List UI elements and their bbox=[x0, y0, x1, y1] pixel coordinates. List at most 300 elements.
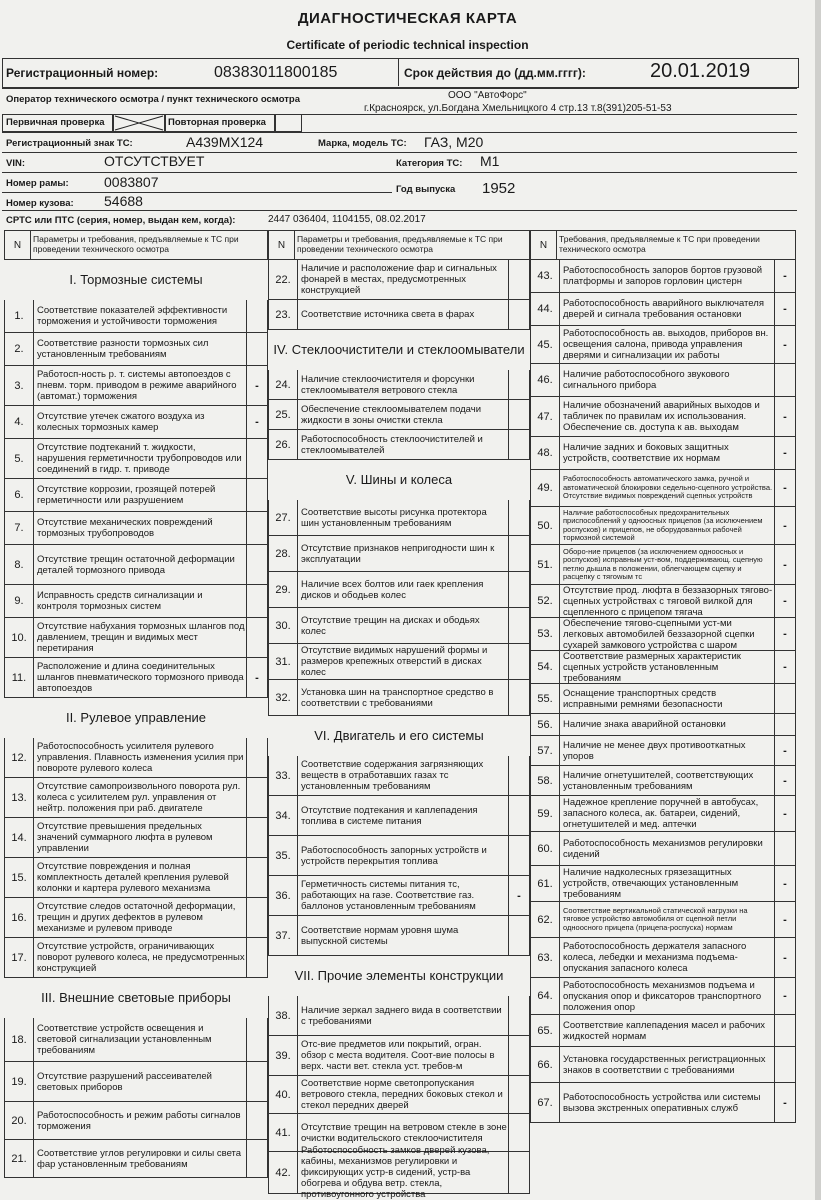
item-requirement: Наличие зеркал заднего вида в соответствии с требованиями bbox=[301, 1004, 502, 1027]
item-number: 5. bbox=[5, 439, 34, 478]
valid-until-value: 20.01.2019 bbox=[650, 60, 751, 82]
checklist-row bbox=[530, 1083, 796, 1123]
section-heading: V. Шины и колеса bbox=[345, 472, 453, 487]
item-result-cell[interactable] bbox=[508, 680, 529, 715]
item-number: 45. bbox=[531, 326, 560, 363]
item-number: 13. bbox=[5, 778, 34, 817]
item-number: 54. bbox=[531, 651, 560, 683]
item-result-cell[interactable] bbox=[508, 916, 529, 955]
item-number: 40. bbox=[269, 1076, 298, 1113]
item-requirement: Наличие и расположение фар и сигнальных фонарей в местах, предусмотренных конструкцией bbox=[301, 263, 497, 296]
checklist-row bbox=[4, 1018, 268, 1062]
checklist-row bbox=[4, 898, 268, 938]
item-requirement: Работоспособность замков дверей кузова, кабины, механизмов регулировки и фиксирующих устр-в сидений, устр-ва обогрева и обдува ветр. стекла, противоугонного устройства bbox=[301, 1145, 490, 1200]
item-number: 38. bbox=[269, 996, 298, 1035]
item-requirement: Наличие работоспособных предохранительных приспособлений у одноосных прицепов (за исключением роспусков) и прицепов, не оборудованных рабочей тормозной системой bbox=[563, 507, 763, 542]
item-result-cell[interactable]: - bbox=[774, 796, 795, 831]
item-result-cell[interactable]: - bbox=[246, 406, 267, 438]
column-header bbox=[4, 230, 268, 260]
item-result-cell[interactable]: - bbox=[774, 1083, 795, 1122]
checklist-row bbox=[530, 585, 796, 618]
item-requirement: Отсутствие набухания тормозных шлангов под давлением, трещин и видимых мест перетирания bbox=[37, 621, 245, 654]
checklist-row bbox=[4, 406, 268, 439]
item-result-cell[interactable]: - bbox=[774, 978, 795, 1014]
item-result-cell[interactable] bbox=[508, 796, 529, 835]
checklist-row bbox=[4, 1140, 268, 1178]
item-number: 32. bbox=[269, 680, 298, 715]
item-number: 49. bbox=[531, 470, 560, 506]
cross-mark-icon bbox=[113, 115, 165, 131]
item-requirement: Отсутствие повреждения и полная комплектность деталей крепления рулевой колонки и картера рулевого механизма bbox=[37, 861, 229, 894]
item-requirement: Соответствие нормам уровня шума выпускной системы bbox=[301, 924, 459, 947]
checklist-row bbox=[268, 572, 530, 608]
checklist-row bbox=[530, 470, 796, 507]
item-requirement: Отсутствие трещин на дисках и ободьях колес bbox=[301, 614, 480, 637]
item-result-cell[interactable] bbox=[508, 1114, 529, 1151]
vin-label: VIN: bbox=[6, 158, 25, 169]
item-requirement: Соответствие разности тормозных сил установленным требованиям bbox=[37, 338, 209, 360]
primary-check[interactable] bbox=[112, 114, 166, 132]
item-result-cell[interactable] bbox=[508, 370, 529, 399]
checklist-row bbox=[4, 1062, 268, 1102]
item-requirement: Соответствие показателей эффективности торможения и устойчивости торможения bbox=[37, 305, 228, 327]
item-number: 47. bbox=[531, 397, 560, 436]
item-requirement: Обеспечение тягово-сцепными уст-ми легковых автомобилей беззазорной сцепки сухарей замкового устройства с шаром bbox=[563, 617, 755, 651]
item-result-cell[interactable] bbox=[246, 818, 267, 857]
checklist-row bbox=[268, 300, 530, 330]
item-requirement: Отсутствие признаков непригодности шин к эксплуатации bbox=[301, 542, 495, 565]
item-requirement: Наличие знака аварийной остановки bbox=[563, 719, 726, 730]
item-result-cell[interactable] bbox=[246, 512, 267, 544]
item-number: 60. bbox=[531, 832, 560, 865]
item-number: 29. bbox=[269, 572, 298, 607]
item-requirement: Отсутствие механических повреждений тормозных трубопроводов bbox=[37, 517, 213, 539]
document-subtitle: Certificate of periodic technical inspection bbox=[286, 38, 529, 52]
item-number: 67. bbox=[531, 1083, 560, 1122]
item-number: 18. bbox=[5, 1018, 34, 1061]
item-requirement: Работоспособность аварийного выключателя дверей и сигнала требования остановки bbox=[563, 298, 764, 320]
item-number: 51. bbox=[531, 545, 560, 584]
item-result-cell[interactable] bbox=[508, 836, 529, 875]
item-number: 8. bbox=[5, 545, 34, 584]
item-result-cell[interactable] bbox=[774, 684, 795, 713]
column-1 bbox=[4, 230, 268, 1195]
checklist-row bbox=[268, 1145, 530, 1200]
column-2 bbox=[268, 230, 530, 1200]
item-number: 26. bbox=[269, 430, 298, 459]
checklist-row bbox=[530, 260, 796, 293]
item-requirement: Отсутствие прод. люфта в беззазорных тягово-сцепных устройствах с тяговой вилкой для сцепленного с прицепом тягача bbox=[563, 584, 773, 618]
checklist-row bbox=[530, 736, 796, 766]
item-requirement: Надежное крепление поручней в автобусах, запасного колеса, ак. батареи, сидений, огнетушителей и мед. аптечки bbox=[563, 797, 759, 830]
item-number: 30. bbox=[269, 608, 298, 643]
item-result-cell[interactable] bbox=[246, 1102, 267, 1139]
item-result-cell[interactable]: - bbox=[774, 938, 795, 977]
checklist-row bbox=[530, 902, 796, 938]
item-number: 52. bbox=[531, 585, 560, 617]
item-number: 34. bbox=[269, 796, 298, 835]
item-result-cell[interactable] bbox=[246, 479, 267, 511]
item-requirement: Наличие огнетушителей, соответствующих установленным требованиям bbox=[563, 769, 754, 792]
operator-label: Оператор технического осмотра / пункт технического осмотра bbox=[6, 94, 301, 105]
checklist-row bbox=[4, 658, 268, 698]
item-result-cell[interactable]: - bbox=[774, 397, 795, 436]
item-requirement: Работоспособность и режим работы сигналов торможения bbox=[37, 1109, 241, 1132]
item-result-cell[interactable] bbox=[508, 300, 529, 329]
checklist-row bbox=[4, 439, 268, 479]
item-result-cell[interactable] bbox=[508, 572, 529, 607]
item-result-cell[interactable] bbox=[774, 364, 795, 396]
checklist-row bbox=[530, 832, 796, 866]
item-number: 48. bbox=[531, 437, 560, 469]
item-requirement: Работоспособность устройства или системы вызова экстренных оперативных служб bbox=[563, 1091, 761, 1114]
item-number: 3. bbox=[5, 366, 34, 405]
checklist-row bbox=[530, 978, 796, 1015]
item-requirement: Соответствие углов регулировки и силы света фар установленным требованиям bbox=[37, 1147, 242, 1170]
item-requirement: Обеспечение стеклоомывателем подачи жидкости в зоны очистки стекла bbox=[301, 403, 482, 426]
checklist-row bbox=[530, 364, 796, 397]
checklist-row bbox=[4, 618, 268, 658]
item-requirement: Наличие надколесных грязезащитных устройств, отвечающих установленным требованиям bbox=[563, 867, 739, 900]
item-number: 42. bbox=[269, 1152, 298, 1193]
checklist-row bbox=[268, 536, 530, 572]
category-value: M1 bbox=[480, 153, 500, 169]
item-number: 55. bbox=[531, 684, 560, 713]
item-number: 6. bbox=[5, 479, 34, 511]
checklist-row bbox=[4, 545, 268, 585]
item-number: 28. bbox=[269, 536, 298, 571]
section-heading: VI. Двигатель и его системы bbox=[314, 728, 484, 743]
make-label: Марка, модель ТС: bbox=[318, 138, 407, 149]
item-result-cell[interactable]: - bbox=[774, 326, 795, 363]
item-result-cell[interactable] bbox=[508, 756, 529, 795]
item-result-cell[interactable]: - bbox=[774, 293, 795, 325]
checklist-row bbox=[530, 938, 796, 978]
category-label: Категория ТС: bbox=[396, 158, 463, 169]
item-requirement: Отсутствие самопроизвольного поворота рул. колеса с усилителем рул. управления от нейтр. положения при раб. двигателе bbox=[37, 781, 241, 814]
item-result-cell[interactable] bbox=[774, 1015, 795, 1046]
item-number: 57. bbox=[531, 736, 560, 765]
primary-label: Первичная проверка bbox=[6, 117, 105, 128]
checklist-row bbox=[530, 507, 796, 545]
item-result-cell[interactable]: - bbox=[774, 736, 795, 765]
item-result-cell[interactable] bbox=[246, 618, 267, 657]
checklist-row bbox=[268, 876, 530, 916]
item-number: 36. bbox=[269, 876, 298, 915]
item-result-cell[interactable] bbox=[508, 1076, 529, 1113]
item-requirement: Отсутствие следов остаточной деформации, трещин и других дефектов в рулевом механизме и рулевом приводе bbox=[37, 901, 236, 934]
checklist-row bbox=[268, 1076, 530, 1114]
docs-label: СРТС или ПТС (серия, номер, выдан кем, когда): bbox=[6, 215, 236, 226]
item-requirement: Работоспособность механизмов подъема и опускания опор и фиксаторов транспортного положения опор bbox=[563, 979, 762, 1013]
item-result-cell[interactable] bbox=[508, 400, 529, 429]
year-value: 1952 bbox=[482, 180, 516, 197]
item-requirement: Работоспособность стеклоочистителей и стеклоомывателей bbox=[301, 433, 483, 456]
item-result-cell[interactable] bbox=[508, 1152, 529, 1193]
item-number: 66. bbox=[531, 1047, 560, 1082]
item-result-cell[interactable] bbox=[508, 260, 529, 299]
item-number: 64. bbox=[531, 978, 560, 1014]
item-result-cell[interactable] bbox=[508, 430, 529, 459]
checklist-row bbox=[530, 545, 796, 585]
item-requirement: Отсутствие трещин на ветровом стекле в зоне очистки водительского стеклоочистителя bbox=[301, 1121, 507, 1144]
plate-label: Регистрационный знак ТС: bbox=[6, 138, 133, 149]
item-requirement: Соответствие высоты рисунка протектора шин установленным требованиям bbox=[301, 506, 487, 529]
checklist-row bbox=[268, 996, 530, 1036]
item-number: 4. bbox=[5, 406, 34, 438]
item-result-cell[interactable] bbox=[508, 996, 529, 1035]
checklist-row bbox=[4, 333, 268, 366]
item-number: 20. bbox=[5, 1102, 34, 1139]
column-3 bbox=[530, 230, 796, 1195]
checklist-row bbox=[268, 1036, 530, 1076]
item-requirement: Отсутствие утечек сжатого воздуха из колесных тормозных камер bbox=[37, 411, 205, 433]
checklist-row bbox=[268, 500, 530, 536]
item-result-cell[interactable] bbox=[246, 585, 267, 617]
item-result-cell[interactable] bbox=[508, 536, 529, 571]
item-result-cell[interactable] bbox=[246, 1140, 267, 1177]
column-header-text: Параметры и требования, предъявляемые к ТС при проведении технического осмотра bbox=[33, 234, 239, 254]
item-result-cell[interactable]: - bbox=[774, 618, 795, 650]
checklist-row bbox=[4, 818, 268, 858]
item-number: 35. bbox=[269, 836, 298, 875]
item-requirement: Соответствие источника света в фарах bbox=[301, 309, 475, 320]
item-requirement: Работоспособность механизмов регулировки сидений bbox=[563, 837, 763, 860]
item-requirement: Соответствие вертикальной статической нагрузки на тяговое устройство автомобиля от сцепной петли одноосного прицепа (прицепа-роспуска) нормам bbox=[563, 905, 748, 932]
checklist-row bbox=[530, 293, 796, 326]
item-requirement: Расположение и длина соединительных шлангов пневматического тормозного привода автопоездов bbox=[37, 661, 244, 694]
item-requirement: Работоспособность автоматического замка, ручной и автоматической блокировки седельно-сцепного устройства. Отсутствие видимых повреждений сцепных устройств bbox=[563, 474, 773, 501]
checklist-row bbox=[530, 866, 796, 902]
item-requirement: Наличие обозначений аварийных выходов и табличек по правилам их использования. Обеспечение св. доступа к ав. выходам bbox=[563, 400, 760, 433]
checklist-row bbox=[530, 1015, 796, 1047]
item-requirement: Наличие задних и боковых защитных устройств, соответствие их нормам bbox=[563, 442, 729, 464]
item-number: 7. bbox=[5, 512, 34, 544]
item-requirement: Соответствие устройств освещения и световой сигнализации установленным требованиям bbox=[37, 1023, 212, 1056]
item-requirement: Работоспособность запоров бортов грузовой платформы и запоров горловин цистерн bbox=[563, 265, 763, 287]
item-result-cell[interactable] bbox=[508, 608, 529, 643]
frame-value: 0083807 bbox=[104, 174, 159, 190]
checklist-row bbox=[268, 836, 530, 876]
item-number: 15. bbox=[5, 858, 34, 897]
item-number: 16. bbox=[5, 898, 34, 937]
reg-number-value: 08383011800185 bbox=[214, 64, 338, 81]
checklist-row bbox=[268, 756, 530, 796]
item-requirement: Отсутствие превышения предельных значений суммарного люфта в рулевом управлении bbox=[37, 821, 213, 854]
rule bbox=[2, 192, 392, 193]
section-heading: III. Внешние световые приборы bbox=[41, 990, 231, 1005]
checklist-row bbox=[4, 479, 268, 512]
item-number: 62. bbox=[531, 902, 560, 937]
item-result-cell[interactable] bbox=[246, 333, 267, 365]
item-number: 63. bbox=[531, 938, 560, 977]
item-number: 43. bbox=[531, 260, 560, 292]
document-title: ДИАГНОСТИЧЕСКАЯ КАРТА bbox=[297, 10, 518, 27]
item-result-cell[interactable] bbox=[246, 938, 267, 977]
checklist-row bbox=[4, 738, 268, 778]
item-number: 50. bbox=[531, 507, 560, 544]
checklist-row bbox=[4, 512, 268, 545]
vin-value: ОТСУТСТВУЕТ bbox=[104, 153, 205, 169]
item-number: 23. bbox=[269, 300, 298, 329]
item-result-cell[interactable]: - bbox=[774, 470, 795, 506]
item-requirement: Наличие стеклоочистителя и форсунки стеклоомывателя ветрового стекла bbox=[301, 373, 475, 396]
item-number: 1. bbox=[5, 300, 34, 332]
item-requirement: Наличие работоспособного звукового сигнального прибора bbox=[563, 369, 730, 391]
repeat-label: Повторная проверка bbox=[168, 117, 266, 128]
operator-address: г.Красноярск, ул.Богдана Хмельницкого 4 стр.13 т.8(391)205-51-53 bbox=[364, 103, 672, 114]
item-result-cell[interactable] bbox=[246, 778, 267, 817]
checklist-row bbox=[4, 366, 268, 406]
item-requirement: Отсутствие подтеканий т. жидкости, нарушения герметичности трубопроводов или соединений в гидр. т. приводе bbox=[37, 442, 242, 475]
item-requirement: Герметичность системы питания тс, работающих на газе. Соответствие газ. баллонов установленным требованиям bbox=[301, 879, 476, 912]
item-requirement: Отсутствие разрушений рассеивателей световых приборов bbox=[37, 1070, 212, 1093]
item-number: 19. bbox=[5, 1062, 34, 1101]
section-heading: II. Рулевое управление bbox=[65, 710, 207, 725]
item-requirement: Наличие не менее двух противооткатных упоров bbox=[563, 739, 746, 762]
item-number: 12. bbox=[5, 738, 34, 777]
column-header-n: N bbox=[269, 231, 295, 259]
year-label: Год выпуска bbox=[396, 184, 456, 195]
operator-name: ООО "АвтоФорс" bbox=[448, 90, 527, 101]
item-number: 53. bbox=[531, 618, 560, 650]
item-result-cell[interactable] bbox=[774, 1047, 795, 1082]
item-result-cell[interactable] bbox=[246, 439, 267, 478]
checklist-row bbox=[530, 618, 796, 651]
column-header bbox=[268, 230, 530, 260]
item-result-cell[interactable] bbox=[246, 1062, 267, 1101]
item-number: 41. bbox=[269, 1114, 298, 1151]
item-requirement: Исправность средств сигнализации и контроля тормозных систем bbox=[37, 590, 203, 612]
item-number: 25. bbox=[269, 400, 298, 429]
item-result-cell[interactable]: - bbox=[774, 507, 795, 544]
section-heading: I. Тормозные системы bbox=[69, 272, 203, 287]
item-requirement: Работоспособность запорных устройств и устройств перекрытия топлива bbox=[301, 844, 487, 867]
item-result-cell[interactable]: - bbox=[774, 766, 795, 795]
item-requirement: Соответствие содержания загрязняющих веществ в отработавших газах тс установленным требованиям bbox=[301, 759, 484, 792]
item-number: 44. bbox=[531, 293, 560, 325]
column-header bbox=[530, 230, 796, 260]
item-requirement: Работоспособность ав. выходов, приборов вн. освещения салона, привода управления дверями и сигнализации их работы bbox=[563, 328, 769, 361]
item-result-cell[interactable] bbox=[508, 500, 529, 535]
checklist-row bbox=[530, 766, 796, 796]
item-result-cell[interactable]: - bbox=[246, 366, 267, 405]
item-requirement: Оснащение транспортных средств исправными ремнями безопасности bbox=[563, 687, 723, 710]
item-result-cell[interactable]: - bbox=[774, 437, 795, 469]
item-result-cell[interactable]: - bbox=[774, 260, 795, 292]
item-result-cell[interactable] bbox=[246, 1018, 267, 1061]
item-number: 17. bbox=[5, 938, 34, 977]
checklist-row bbox=[268, 400, 530, 430]
item-result-cell[interactable] bbox=[246, 898, 267, 937]
item-result-cell[interactable] bbox=[246, 738, 267, 777]
item-result-cell[interactable] bbox=[508, 1036, 529, 1075]
item-requirement: Соответствие норме светопропускания ветрового стекла, передних боковых стекол и стекол передних дверей bbox=[301, 1078, 503, 1111]
item-requirement: Соответствие каплепадения масел и рабочих жидкостей нормам bbox=[563, 1019, 766, 1042]
item-result-cell[interactable]: - bbox=[508, 876, 529, 915]
checklist-row bbox=[4, 938, 268, 978]
body-value: 54688 bbox=[104, 193, 143, 209]
item-result-cell[interactable]: - bbox=[774, 866, 795, 901]
docs-value: 2447 036404, 1104155, 08.02.2017 bbox=[268, 214, 426, 225]
plate-value: А439МХ124 bbox=[186, 134, 264, 150]
repeat-check[interactable] bbox=[274, 114, 302, 132]
item-result-cell[interactable] bbox=[246, 545, 267, 584]
checklist-row bbox=[268, 916, 530, 956]
item-result-cell[interactable] bbox=[508, 644, 529, 679]
item-result-cell[interactable]: - bbox=[774, 902, 795, 937]
item-number: 14. bbox=[5, 818, 34, 857]
item-requirement: Оборо-ние прицепов (за исключением одноосных и роспусков) исправным уст-вом, поддерживающ. сцепную петлю дышла в положении, облегчающем сцепку и расцепку с тягowым тс bbox=[563, 546, 763, 581]
item-result-cell[interactable]: - bbox=[774, 585, 795, 617]
column-header-text: Требования, предъявляемые к ТС при проведении технического осмотра bbox=[559, 234, 760, 254]
item-requirement: Работоспособность усилителя рулевого управления. Плавность изменения усилия при повороте рулевого колеса bbox=[37, 741, 244, 774]
checklist-row bbox=[530, 397, 796, 437]
checklist-row bbox=[530, 796, 796, 832]
item-requirement: Работоспособность держателя запасного колеса, лебедки и механизма подъема-опускания запасного колеса bbox=[563, 941, 747, 974]
item-number: 39. bbox=[269, 1036, 298, 1075]
item-result-cell[interactable] bbox=[246, 858, 267, 897]
checklist-row bbox=[268, 608, 530, 644]
checklist-row bbox=[4, 1102, 268, 1140]
item-requirement: Отс-вие предметов или покрытий, огран. обзор с места водителя. Соот-вие полосы в верх. части вет. стекла уст. требов-м bbox=[301, 1039, 495, 1072]
checklist-row bbox=[268, 370, 530, 400]
item-result-cell[interactable] bbox=[774, 832, 795, 865]
column-header-n: N bbox=[531, 231, 557, 259]
item-number: 37. bbox=[269, 916, 298, 955]
item-result-cell[interactable]: - bbox=[774, 545, 795, 584]
valid-until-label: Срок действия до (дд.мм.гггг): bbox=[404, 66, 586, 80]
checklist-row bbox=[268, 796, 530, 836]
item-number: 58. bbox=[531, 766, 560, 795]
item-requirement: Наличие всех болтов или гаек крепления дисков и ободьев колес bbox=[301, 578, 484, 601]
item-requirement: Отсутствие коррозии, грозящей потерей герметичности или разрушением bbox=[37, 484, 216, 506]
item-result-cell[interactable]: - bbox=[246, 658, 267, 697]
checklist-row bbox=[4, 585, 268, 618]
item-requirement: Отсутствие трещин остаточной деформации деталей тормозного привода bbox=[37, 553, 235, 576]
section-heading: IV. Стеклоочистители и стеклоомыватели bbox=[273, 342, 525, 357]
checklist-row bbox=[530, 684, 796, 714]
item-number: 24. bbox=[269, 370, 298, 399]
item-number: 59. bbox=[531, 796, 560, 831]
item-number: 22. bbox=[269, 260, 298, 299]
checklist-row bbox=[530, 714, 796, 736]
item-number: 33. bbox=[269, 756, 298, 795]
item-number: 21. bbox=[5, 1140, 34, 1177]
checklist-row bbox=[268, 644, 530, 680]
item-requirement: Отсутствие подтекания и каплепадения топлива в системе питания bbox=[301, 804, 478, 827]
checklist-row bbox=[4, 778, 268, 818]
item-requirement: Установка государственных регистрационных знаков в соответствии с требованиями bbox=[563, 1053, 766, 1076]
item-result-cell[interactable] bbox=[246, 300, 267, 332]
make-value: ГАЗ, М20 bbox=[424, 134, 484, 150]
item-number: 31. bbox=[269, 644, 298, 679]
item-requirement: Отсутствие устройств, ограничивающих поворот рулевого колеса, не предусмотренных конструкцией bbox=[37, 941, 245, 974]
item-number: 10. bbox=[5, 618, 34, 657]
rule bbox=[2, 88, 797, 89]
item-result-cell[interactable]: - bbox=[774, 651, 795, 683]
item-number: 27. bbox=[269, 500, 298, 535]
item-number: 65. bbox=[531, 1015, 560, 1046]
item-number: 2. bbox=[5, 333, 34, 365]
checklist-row bbox=[4, 858, 268, 898]
rule bbox=[2, 172, 797, 173]
checklist-row bbox=[530, 1047, 796, 1083]
item-result-cell[interactable] bbox=[774, 714, 795, 735]
item-requirement: Отсутствие видимых нарушений формы и размеров крепежных отверстий в дисках колес bbox=[301, 645, 488, 678]
checklist-row bbox=[4, 300, 268, 333]
item-number: 56. bbox=[531, 714, 560, 735]
